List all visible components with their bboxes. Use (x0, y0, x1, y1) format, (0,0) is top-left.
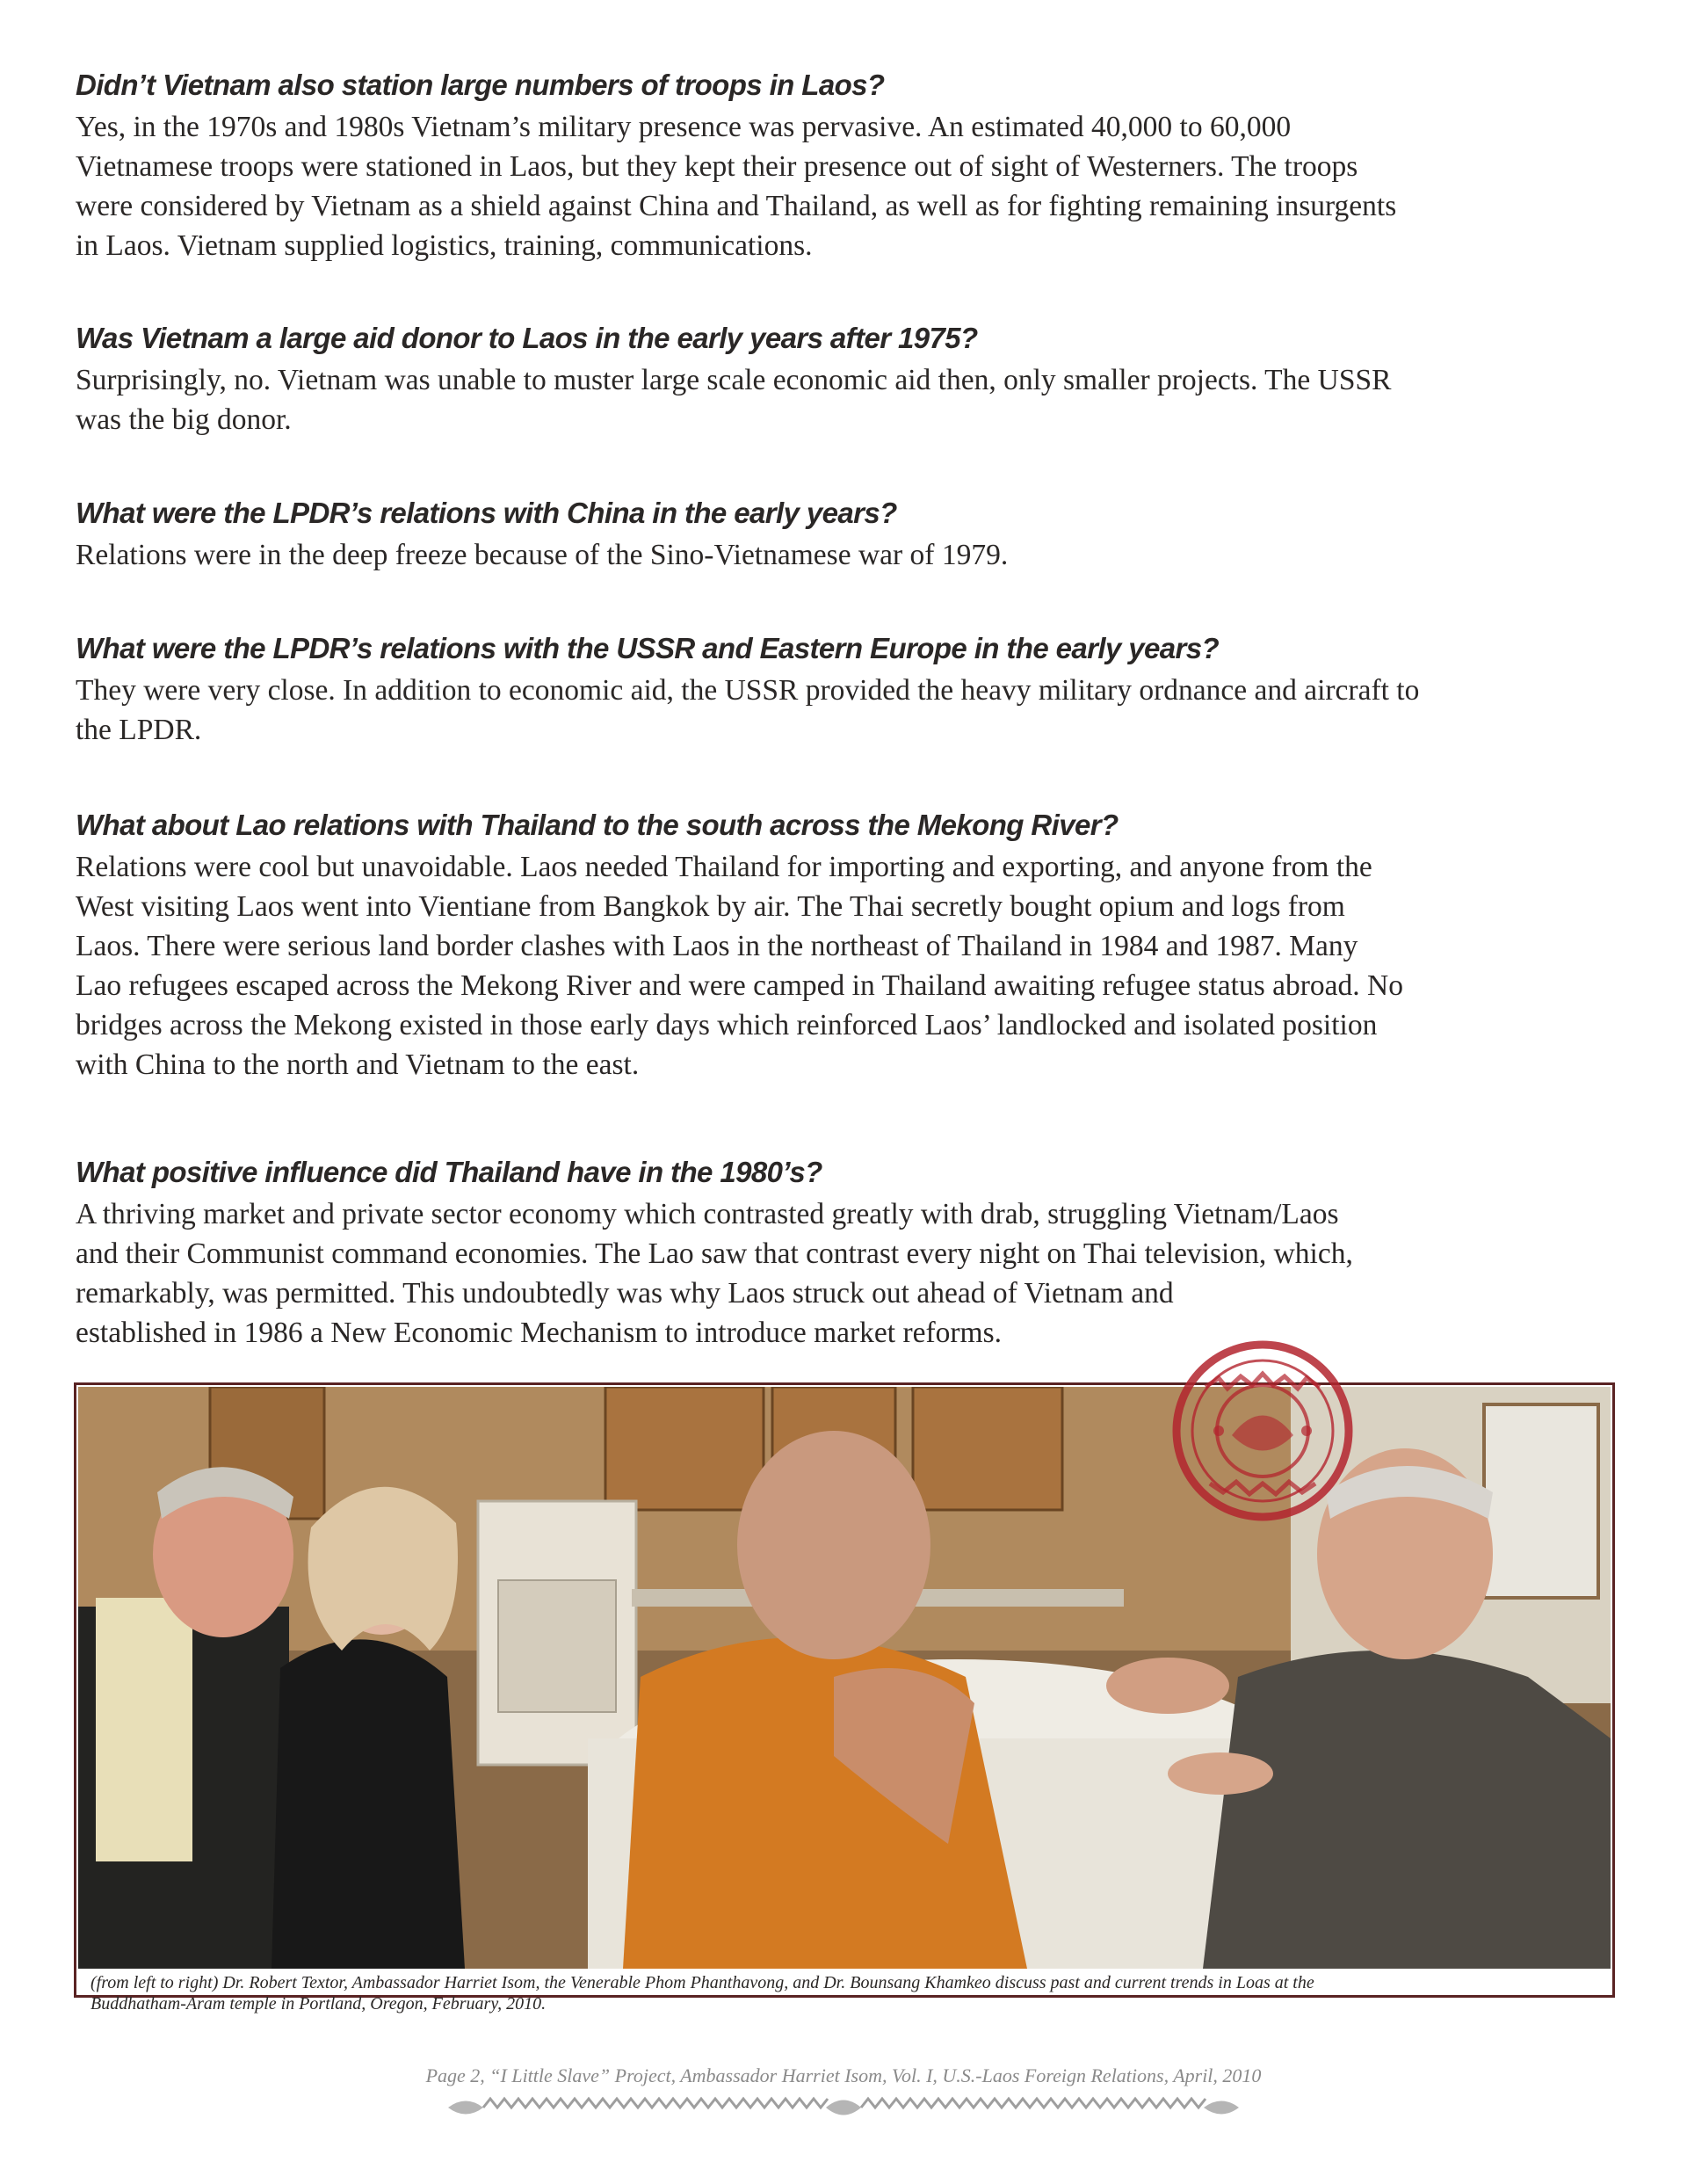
answer-line: was the big donor. (76, 403, 292, 436)
photo-frame (74, 1382, 1615, 2013)
answer-line: A thriving market and private sector economy which contrasted greatly with drab, struggling Vietnam/Laos (76, 1198, 1339, 1230)
answer-line: remarkably, was permitted. This undoubtedly was why Laos struck out ahead of Vietnam and (76, 1277, 1174, 1310)
answer-line: Yes, in the 1970s and 1980s Vietnam’s military presence was pervasive. An estimated 40,000 to 60,000 (76, 111, 1292, 143)
caption-line: Buddhatham-Aram temple in Portland, Oregon, February, 2010. (91, 1994, 547, 2013)
page-footer: Page 2, “I Little Slave” Project, Ambassador Harriet Isom, Vol. I, U.S.-Laos Foreign Relations, April, 2010 (425, 2064, 1262, 2086)
answer-line: the LPDR. (76, 714, 202, 746)
question-heading: What positive influence did Thailand have in the 1980’s? (76, 1156, 822, 1188)
question-heading: Was Vietnam a large aid donor to Laos in the early years after 1975? (76, 322, 978, 354)
answer-line: with China to the north and Vietnam to the east. (76, 1048, 640, 1081)
answer-line: in Laos. Vietnam supplied logistics, training, communications. (76, 229, 813, 262)
answer-paragraph (76, 847, 1622, 1085)
question-heading: What were the LPDR’s relations with China in the early years? (76, 497, 897, 529)
answer-paragraph (76, 1194, 1622, 1353)
question-heading: Didn’t Vietnam also station large numbers of troops in Laos? (76, 69, 885, 101)
answer-line: Relations were in the deep freeze because of the Sino-Vietnamese war of 1979. (76, 539, 1009, 571)
answer-line: Vietnamese troops were stationed in Laos, but they kept their presence out of sight of Westerners. The troops (76, 150, 1358, 183)
group-photo (78, 1387, 1611, 1969)
decorative-border-icon (448, 2094, 1239, 2121)
answer-line: were considered by Vietnam as a shield against China and Thailand, as well as for fighting remaining insurgents (76, 190, 1397, 222)
caption-line: (from left to right) Dr. Robert Textor, Ambassador Harriet Isom, the Venerable Phom Phanthavong, and Dr. Bounsang Khamkeo discuss past and current trends in Loas at the (91, 1973, 1314, 1992)
qa-section-thailand-relations (76, 807, 1622, 1085)
answer-paragraph (76, 107, 1622, 265)
answer-line: and their Communist command economies. The Lao saw that contrast every night on Thai television, which, (76, 1237, 1353, 1270)
qa-section-vietnam-troops (76, 67, 1622, 265)
qa-section-ussr-relations (76, 630, 1622, 750)
answer-line: Lao refugees escaped across the Mekong River and were camped in Thailand awaiting refugee status abroad. No (76, 969, 1403, 1002)
answer-paragraph (76, 360, 1622, 439)
answer-line: West visiting Laos went into Vientiane from Bangkok by air. The Thai secretly bought opium and logs from (76, 890, 1345, 923)
kitchen-scene-illustration (78, 1387, 1611, 1969)
answer-line: Surprisingly, no. Vietnam was unable to muster large scale economic aid then, only smaller projects. The USSR (76, 364, 1392, 396)
answer-line: They were very close. In addition to economic aid, the USSR provided the heavy military ordnance and aircraft to (76, 674, 1420, 707)
answer-line: Relations were cool but unavoidable. Laos needed Thailand for importing and exporting, and anyone from the (76, 851, 1372, 883)
qa-section-china-relations (76, 495, 1622, 575)
answer-paragraph (76, 535, 1622, 575)
seal-stamp-icon (1166, 1334, 1359, 1527)
photo-caption (91, 1972, 1584, 2014)
answer-line: bridges across the Mekong existed in those early days which reinforced Laos’ landlocked and isolated position (76, 1009, 1378, 1041)
qa-section-thailand-influence (76, 1154, 1622, 1353)
question-heading: What about Lao relations with Thailand to the south across the Mekong River? (76, 809, 1119, 841)
answer-line: Laos. There were serious land border clashes with Laos in the northeast of Thailand in 1984 and 1987. Many (76, 930, 1358, 962)
answer-line: established in 1986 a New Economic Mechanism to introduce market reforms. (76, 1317, 1003, 1349)
answer-paragraph (76, 671, 1622, 750)
question-heading: What were the LPDR’s relations with the USSR and Eastern Europe in the early years? (76, 632, 1220, 664)
qa-section-vietnam-aid (76, 320, 1622, 439)
